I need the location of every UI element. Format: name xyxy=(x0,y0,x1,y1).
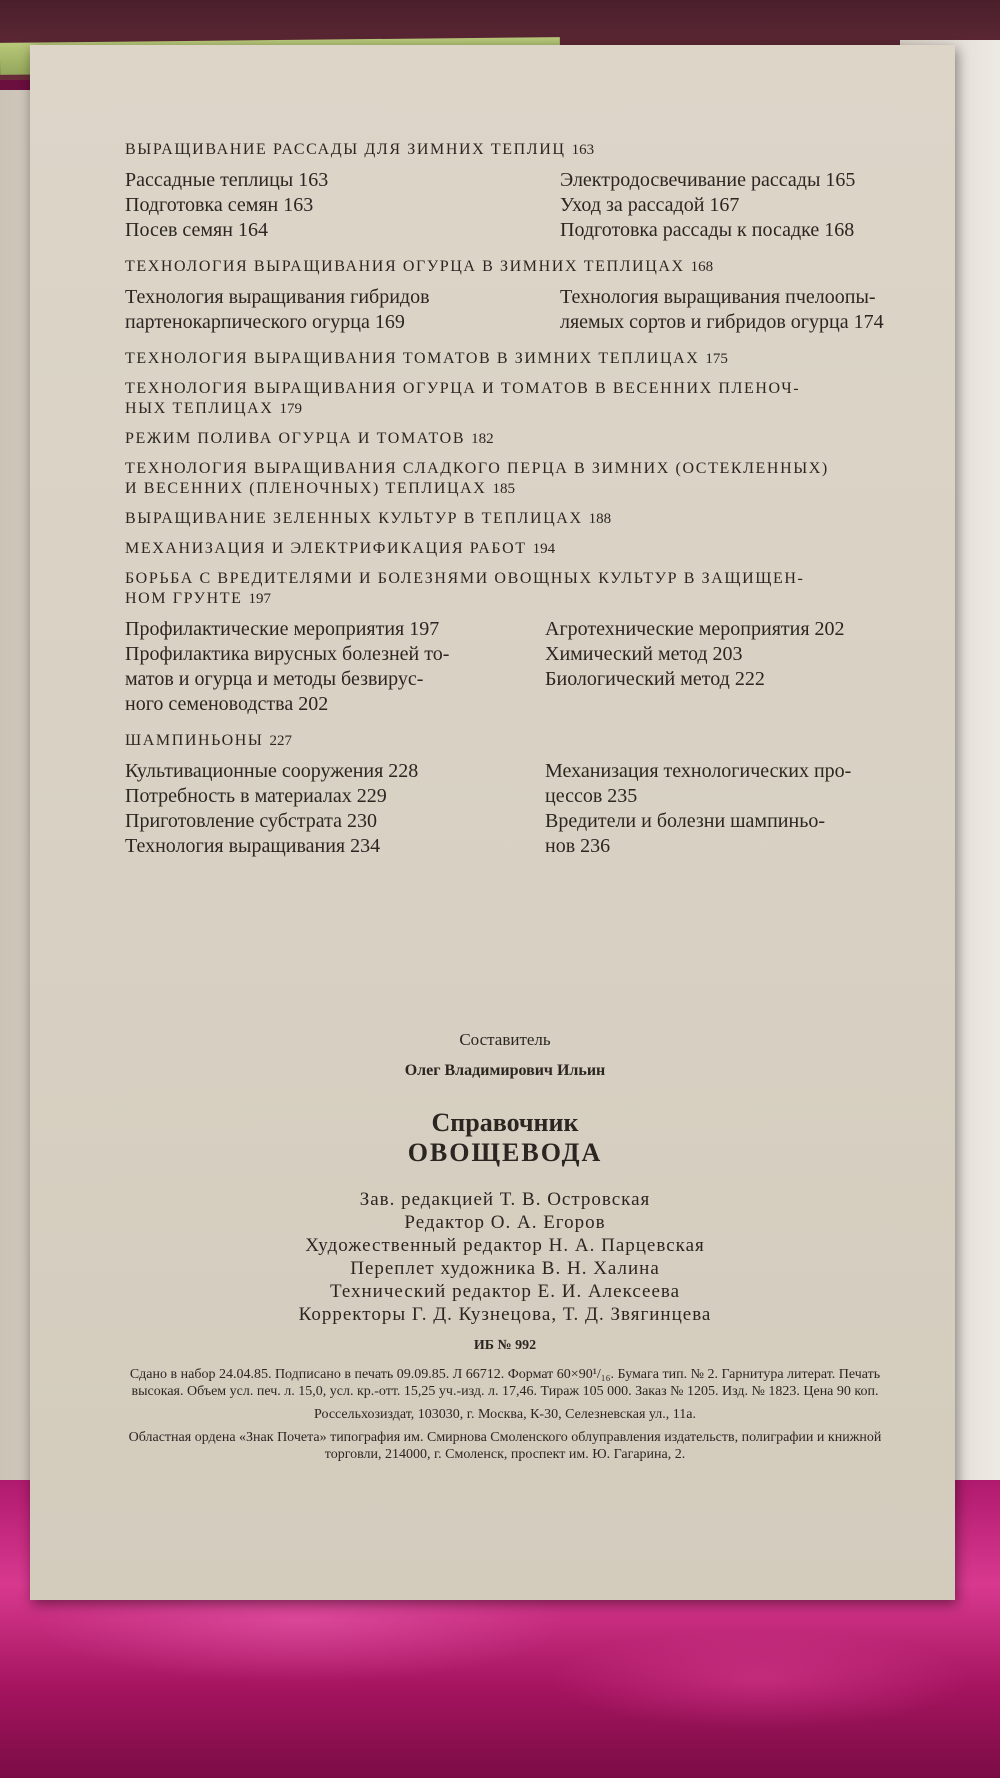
section-heading: ВЫРАЩИВАНИЕ РАССАДЫ ДЛЯ ЗИМНИХ ТЕПЛИЦ 163 xyxy=(125,141,595,158)
section-heading: МЕХАНИЗАЦИЯ И ЭЛЕКТРИФИКАЦИЯ РАБОТ 194 xyxy=(125,540,556,557)
credits xyxy=(125,1188,885,1326)
credit-line: Художественный редактор Н. А. Парцевская xyxy=(305,1235,705,1256)
toc-section-8 xyxy=(125,539,925,559)
left-column: Технология выращивания гибридов партенокарпического огурца 169 xyxy=(125,286,430,333)
publisher: Россельхозиздат, 103030, г. Москва, К-30, Селезневская ул., 11а. xyxy=(314,1407,696,1422)
compiler-name: Олег Владимирович Ильин xyxy=(404,1062,606,1079)
credit-line: Зав. редакцией Т. В. Островская xyxy=(359,1189,651,1210)
toc-section-6 xyxy=(125,459,925,499)
subsection-columns xyxy=(125,617,925,717)
section-heading: БОРЬБА С ВРЕДИТЕЛЯМИ И БОЛЕЗНЯМИ ОВОЩНЫХ КУЛЬТУР В ЗАЩИЩЕН- xyxy=(125,570,805,587)
credit-line: Технический редактор Е. И. Алексеева xyxy=(329,1281,681,1302)
right-column: Агротехнические мероприятия 202 Химический метод 203 Биологический метод 222 xyxy=(545,618,845,690)
publication-details xyxy=(125,1366,885,1463)
credit-line: Переплет художника В. Н. Халина xyxy=(350,1258,660,1279)
right-column: Электродосвечивание рассады 165 Уход за рассадой 167 Подготовка рассады к посадке 168 xyxy=(560,169,856,241)
right-column: Технология выращивания пчелоопы- ляемых сортов и гибридов огурца 174 xyxy=(560,286,884,333)
toc-section-5 xyxy=(125,429,925,449)
left-column: Культивационные сооружения 228 Потребность в материалах 229 Приготовление субстрата 230 Технология выращивания 234 xyxy=(125,760,419,857)
section-heading: ВЫРАЩИВАНИЕ ЗЕЛЕННЫХ КУЛЬТУР В ТЕПЛИЦАХ 188 xyxy=(125,510,612,527)
print-details: Сдано в набор 24.04.85. Подписано в печать 09.09.85. Л 66712. Формат 60×90¹/₁₆. Бумага тип. № 2. Гарнитура литерат. Печать высокая. Объем усл. печ. л. 15,0, усл. кр.-отт. 15,25 уч.-изд. л. 17,46. Тираж 105 000. Заказ № 1205. Изд. № 1823. Цена 90 коп. xyxy=(129,1367,881,1399)
right-column: Механизация технологических про- цессов 235 Вредители и болезни шампиньо- нов 236 xyxy=(545,760,852,857)
left-column: Рассадные теплицы 163 Подготовка семян 163 Посев семян 164 xyxy=(125,169,329,241)
printer: Областная ордена «Знак Почета» типография им. Смирнова Смоленского облуправления издательств, полиграфии и книжной торговли, 214000, г. Смоленск, проспект им. Ю. Гагарина, 2. xyxy=(128,1430,882,1462)
subsection-columns xyxy=(125,759,925,859)
book-subtitle: ОВОЩЕВОДА xyxy=(407,1138,603,1167)
section-heading: РЕЖИМ ПОЛИВА ОГУРЦА И ТОМАТОВ 182 xyxy=(125,430,494,447)
compiler-label: Составитель xyxy=(459,1030,551,1049)
credit-line: Редактор О. А. Егоров xyxy=(404,1212,606,1233)
toc-section-7 xyxy=(125,509,925,529)
toc-section-2 xyxy=(125,257,925,335)
credit-line: Корректоры Г. Д. Кузнецова, Т. Д. Звягинцева xyxy=(298,1304,712,1325)
book-page xyxy=(30,45,955,1600)
subsection-columns xyxy=(125,168,925,243)
section-heading: ТЕХНОЛОГИЯ ВЫРАЩИВАНИЯ ОГУРЦА В ЗИМНИХ ТЕПЛИЦАХ 168 xyxy=(125,258,714,275)
toc-section-1 xyxy=(125,140,925,243)
toc-section-9 xyxy=(125,569,925,717)
section-heading-cont: НЫХ ТЕПЛИЦАХ 179 xyxy=(125,400,302,417)
toc-section-4 xyxy=(125,379,925,419)
toc-section-10 xyxy=(125,731,925,859)
left-column: Профилактические мероприятия 197 Профилактика вирусных болезней то- матов и огурца и методы безвирус- ного семеноводства 202 xyxy=(125,618,450,715)
section-heading: ТЕХНОЛОГИЯ ВЫРАЩИВАНИЯ ОГУРЦА И ТОМАТОВ В ВЕСЕННИХ ПЛЕНОЧ- xyxy=(125,380,801,397)
section-heading: ТЕХНОЛОГИЯ ВЫРАЩИВАНИЯ ТОМАТОВ В ЗИМНИХ ТЕПЛИЦАХ 175 xyxy=(125,350,728,367)
toc-section-3 xyxy=(125,349,925,369)
ib-number: ИБ № 992 xyxy=(473,1338,537,1353)
section-heading: ШАМПИНЬОНЫ 227 xyxy=(125,732,292,749)
section-heading-cont: И ВЕСЕННИХ (ПЛЕНОЧНЫХ) ТЕПЛИЦАХ 185 xyxy=(125,480,515,497)
section-heading-cont: НОМ ГРУНТЕ 197 xyxy=(125,590,272,607)
subsection-columns xyxy=(125,285,925,335)
table-of-contents xyxy=(125,140,925,873)
imprint xyxy=(125,1030,885,1469)
section-heading: ТЕХНОЛОГИЯ ВЫРАЩИВАНИЯ СЛАДКОГО ПЕРЦА В ЗИМНИХ (ОСТЕКЛЕННЫХ) xyxy=(125,460,829,477)
book-title: Справочник xyxy=(431,1108,579,1137)
